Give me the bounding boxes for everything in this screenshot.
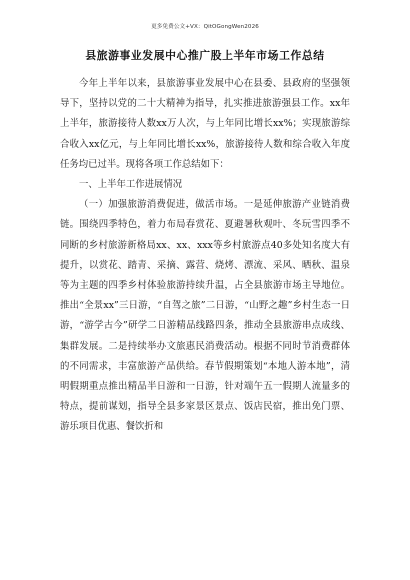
document-body [60,74,350,438]
document-title: 县旅游事业发展中心推广股上半年市场工作总结 [85,49,325,62]
intro-paragraph: 今年上半年以来，县旅游事业发展中心在县委、县政府的坚强领导下，坚持以党的二十大精神为指导，扎实推进旅游强县工作。xx年上半年，旅游接待人数xx万人次，与上年同比增长xx%；实现旅游综合收入xx亿元，与上年同比增长xx%，旅游接待人数和综合收入年度任务均已过半。现将各项工作总结如下： [60,78,350,170]
header-note: 更多免费公文+VX：QitOGongWen2026 [151,24,259,30]
section-heading: 一、上半年工作进展情况 [79,179,183,191]
section-body-paragraph: （一）加强旅游消费促进，做活市场。一是延伸旅游产业链消费链。围绕四季特色，着力布局春赏花、夏避暑秋观叶、冬玩雪四季不同断的乡村旅游新格局xx、xx、xxx等乡村旅游点40多处知名度大有提升，以赏花、踏青、采摘、露营、烧烤、漂流、采风、晒秋、温泉等为主题的四季乡村体验旅游持续升温，占全县旅游市场主导地位。推出“全景xx”三日游，“自驾之旅”二日游，“山野之趣”乡村生态一日游，“游学古今”研学二日游精品线路四条，推动全县旅游串点成线、集群发展。二是持续举办文旅惠民消费活动。根据不同时节消费群体的不同需求，丰富旅游产品供给。春节假期策划“本地人游本地”，清明假期重点推出精品半日游和一日游，针对端午五一假期人流量多的特点，提前谋划，指导全县多家景区景点、饭店民宿，推出免门票、游乐项目优惠、餐饮折和 [60,199,350,433]
